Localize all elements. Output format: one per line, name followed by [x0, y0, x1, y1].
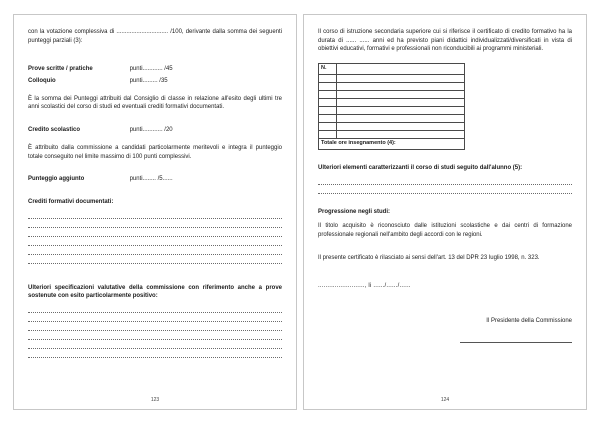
- cell-insegnamento: [337, 123, 465, 131]
- cell-number: [319, 75, 337, 83]
- cell-number: [319, 115, 337, 123]
- dotted-fill-line: [28, 237, 282, 246]
- cell-insegnamento: [337, 107, 465, 115]
- punteggio-aggiunto-label: Punteggio aggiunto: [28, 176, 85, 183]
- corso-intro-paragraph: Il corso di istruzione secondaria superiore cui si riferisce il certificato di credito formativo ha la durata di ...... ...... anni ed ha previsto piani didattici individualizzati/diversificati in vista di obiettivi educativi, formativi e professionali non riconducibili ai programmi ministeriali.: [318, 29, 572, 53]
- column-header-insegnamento: [337, 64, 465, 75]
- credito-scolastico-points: punti............ /20: [129, 127, 173, 134]
- dotted-fill-line: [318, 176, 572, 185]
- cell-number: [319, 83, 337, 91]
- dotted-fill-line: [28, 349, 282, 358]
- place-date-line: ........................., li ....../....../......: [318, 283, 411, 290]
- dotted-fill-line: [28, 219, 282, 228]
- decreto-paragraph: Il presente certificato è rilasciato ai sensi dell'art. 13 del DPR 23 luglio 1998, n. 323.: [318, 254, 540, 261]
- credito-scolastico-label: Credito scolastico: [28, 127, 81, 134]
- cell-insegnamento: [337, 75, 465, 83]
- ulteriori-specificazioni-heading: Ulteriori specificazioni valutative della commissione con riferimento anche a prove sostenute con esito particolarmente positivo:: [28, 284, 282, 300]
- cell-number: [319, 107, 337, 115]
- table-body: [319, 75, 465, 139]
- dotted-fill-line: [28, 304, 282, 313]
- column-header-n: N.: [319, 64, 337, 75]
- dotted-fill-line: [28, 340, 282, 349]
- colloquio-points: punti......... /35: [129, 78, 168, 85]
- score-row-colloquio: [28, 77, 282, 86]
- prove-scritte-label: Prove scritte / pratiche: [28, 66, 93, 73]
- president-commissione-label: Il Presidente della Commissione: [486, 318, 572, 325]
- ulteriori-specificazioni-dotted-lines: [28, 304, 282, 358]
- crediti-formativi-dotted-lines: [28, 210, 282, 264]
- progressione-paragraph: Il titolo acquisito è riconosciuto dalle istituzioni scolastiche e dai centri di formazione professionale regionali nell'ambito degli accordi con le regioni.: [318, 223, 572, 239]
- table-row: [319, 99, 465, 107]
- progressione-heading: Progressione negli studi:: [318, 208, 391, 215]
- dotted-fill-line: [28, 313, 282, 322]
- colloquio-label: Colloquio: [28, 78, 56, 85]
- table-header-row: [319, 64, 465, 75]
- cell-number: [319, 123, 337, 131]
- totale-ore-label: Totale ore insegnamento (4):: [319, 139, 465, 150]
- credito-scolastico-note: È la somma dei Punteggi attribuiti dal Consiglio di classe in relazione all'esito degli ultimi tre anni scolastici del corso di studi ed eventuali crediti formativi documentati.: [28, 95, 282, 111]
- cell-insegnamento: [337, 115, 465, 123]
- dotted-fill-line: [28, 228, 282, 237]
- punteggio-aggiunto-points: punti........ /5......: [129, 176, 173, 183]
- table-row: [319, 91, 465, 99]
- cell-number: [319, 131, 337, 139]
- insegnamenti-table: [318, 63, 465, 150]
- table-row: [319, 115, 465, 123]
- cell-number: [319, 91, 337, 99]
- dotted-fill-line: [28, 246, 282, 255]
- cell-number: [319, 99, 337, 107]
- votazione-intro-paragraph: con la votazione complessiva di ............................... /100, derivante dalla somma dei seguenti punteggi parziali (3):: [28, 29, 282, 44]
- score-row-prove-scritte: [28, 65, 282, 74]
- ulteriori-elementi-dotted-lines: [318, 176, 572, 194]
- cell-insegnamento: [337, 91, 465, 99]
- table-row: [319, 83, 465, 91]
- dotted-fill-line: [28, 322, 282, 331]
- dotted-fill-line: [28, 210, 282, 219]
- score-row-punteggio-aggiunto: [28, 175, 282, 184]
- dotted-fill-line: [28, 331, 282, 340]
- score-row-credito-scolastico: [28, 126, 282, 135]
- table-row: [319, 131, 465, 139]
- signature-line: [460, 342, 572, 343]
- dotted-fill-line: [318, 185, 572, 194]
- cell-insegnamento: [337, 131, 465, 139]
- page-number-left: 123: [150, 396, 160, 403]
- crediti-formativi-heading: Crediti formativi documentati:: [28, 198, 114, 205]
- cell-insegnamento: [337, 99, 465, 107]
- page-right: [303, 14, 587, 410]
- table-total-row: [319, 139, 465, 150]
- table-row: [319, 75, 465, 83]
- punteggio-aggiunto-note: È attribuito dalla commissione a candidati particolarmente meritevoli e integra il punteggio totale conseguito nel limite massimo di 100 punti complessivi.: [28, 144, 282, 160]
- page-number-right: 124: [440, 396, 450, 403]
- signature-block: [318, 317, 572, 343]
- page-left: [13, 14, 297, 410]
- table-row: [319, 123, 465, 131]
- ulteriori-elementi-heading: Ulteriori elementi caratterizzanti il corso di studi seguito dall'alunno (5):: [318, 165, 523, 171]
- table-row: [319, 107, 465, 115]
- dotted-fill-line: [28, 255, 282, 264]
- prove-scritte-points: punti............ /45: [129, 66, 173, 73]
- cell-insegnamento: [337, 83, 465, 91]
